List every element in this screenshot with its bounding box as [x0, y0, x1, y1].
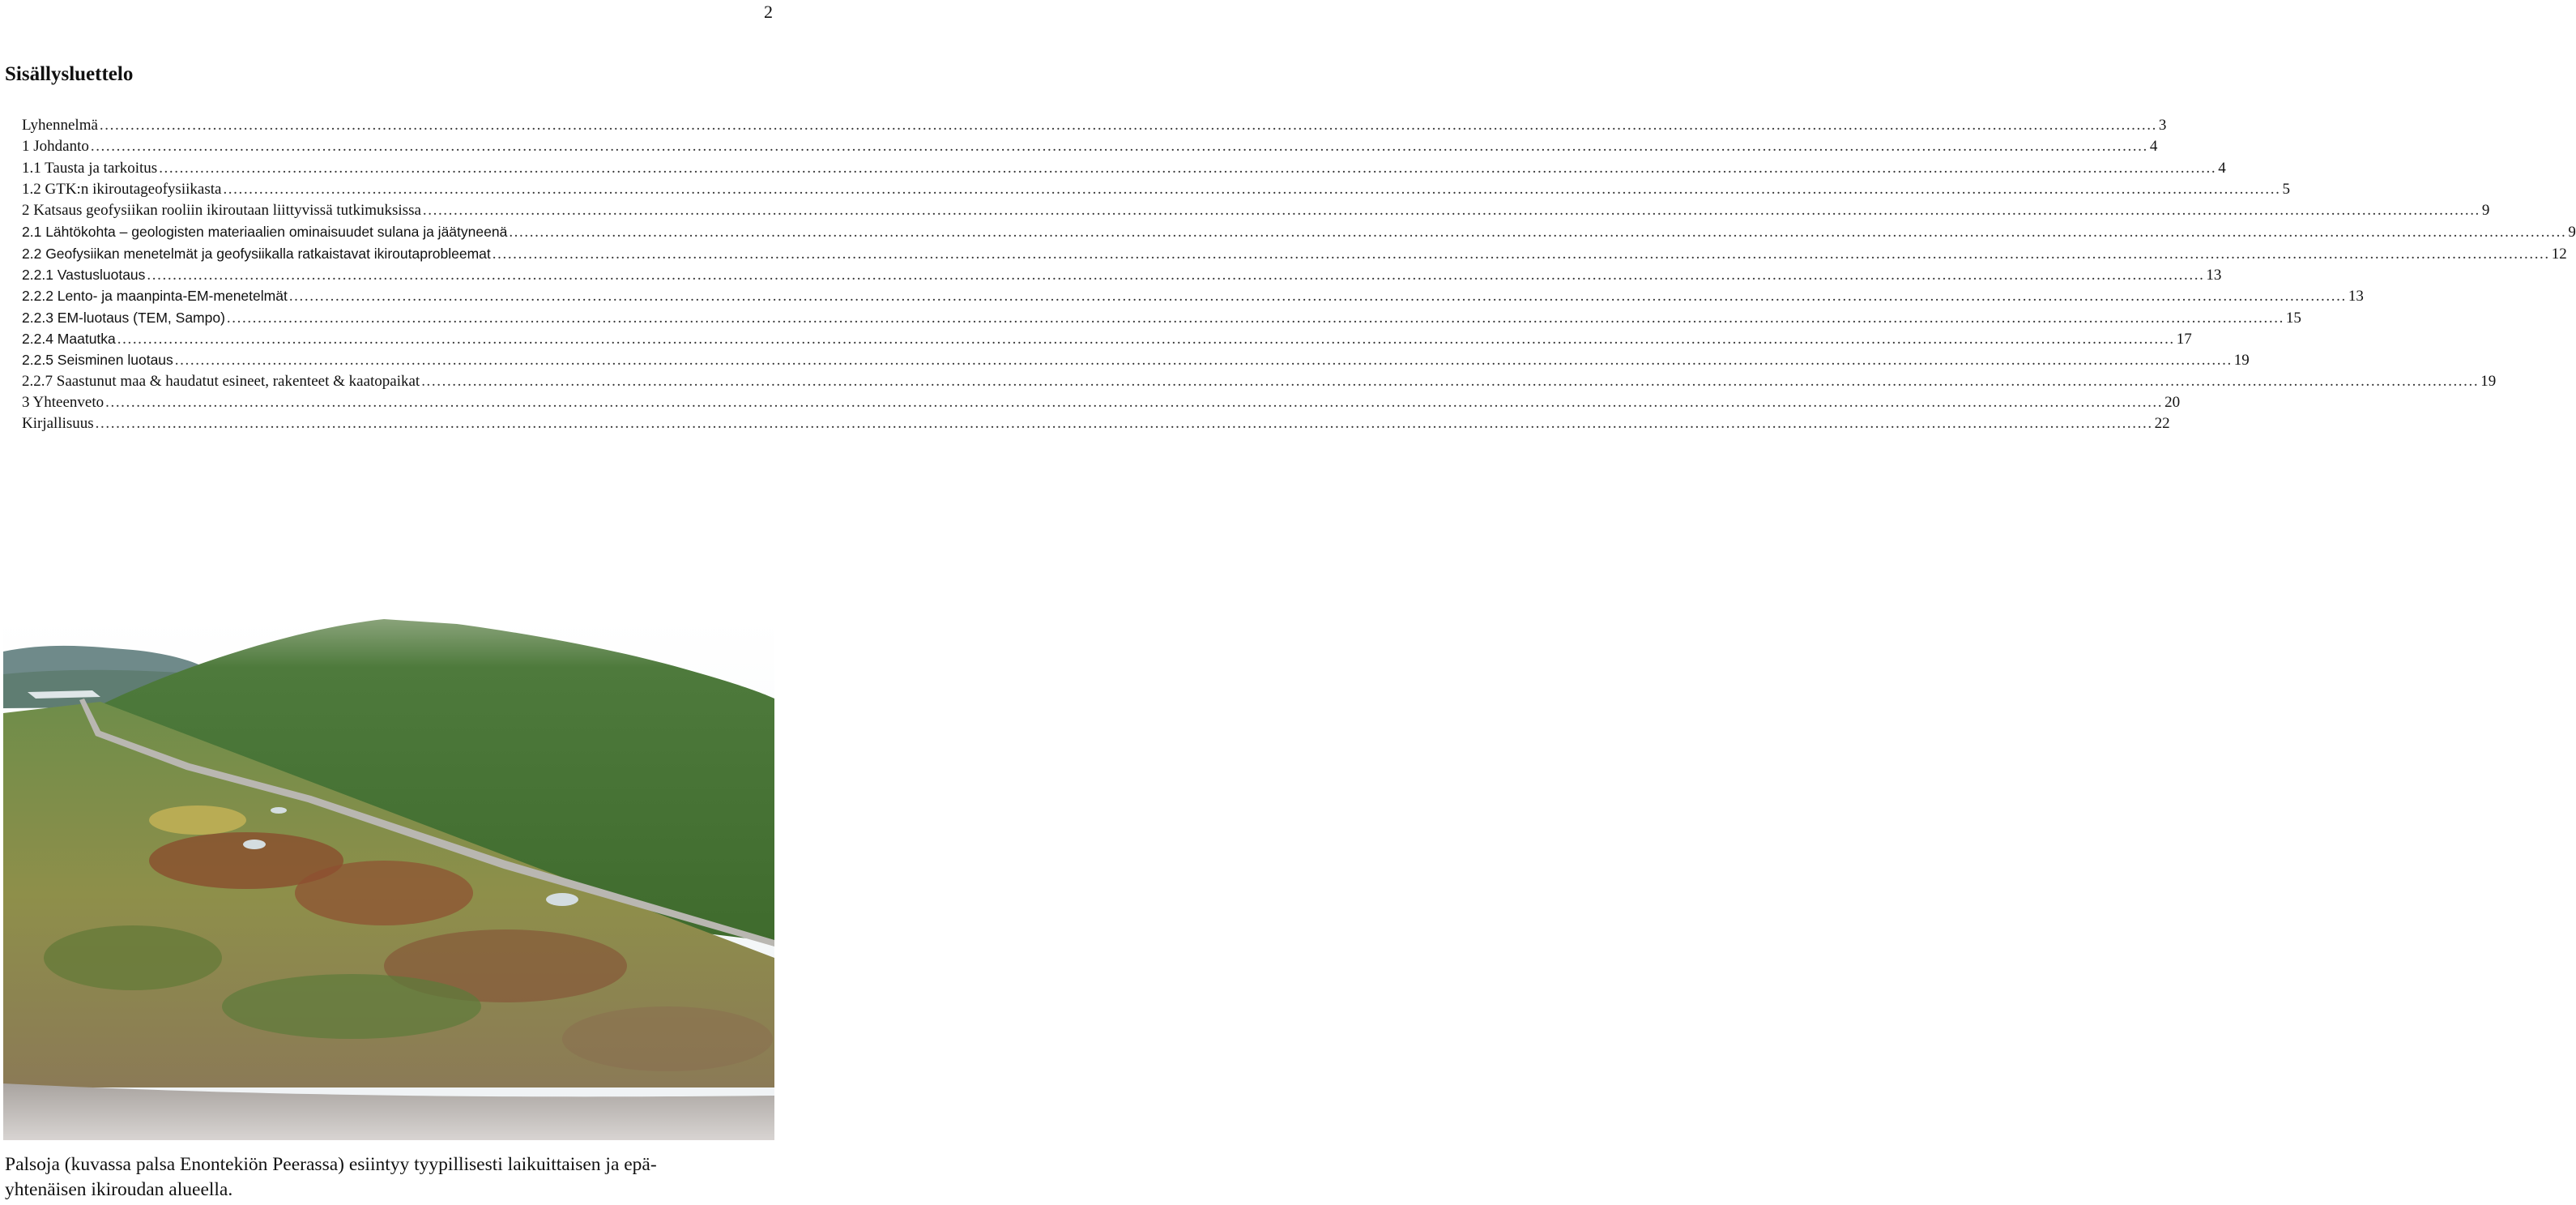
toc-leader-dots: ................................................................................................................................................................................................................................................................................................................................................................................................................: [492, 245, 2550, 263]
toc-entry[interactable]: [22, 349, 2250, 370]
toc-leader-dots: ................................................................................................................................................................................................................................................................................................................................................................................................................: [117, 330, 2175, 348]
toc-leader-dots: ................................................................................................................................................................................................................................................................................................................................................................................................................: [105, 393, 2164, 411]
toc-leader-dots: ................................................................................................................................................................................................................................................................................................................................................................................................................: [174, 352, 2233, 370]
toc-entry-page-number: 5: [2282, 180, 2290, 198]
toc-entry-title: 2.2.1 Vastusluotaus: [22, 267, 146, 284]
toc-entry-title: 1.2 GTK:n ikiroutageofysiikasta: [22, 180, 222, 198]
toc-entry-page-number: 4: [2149, 138, 2158, 156]
toc-entry[interactable]: [22, 179, 2290, 200]
palsa-landscape-photo: [3, 617, 774, 1140]
toc-leader-dots: ................................................................................................................................................................................................................................................................................................................................................................................................................: [509, 224, 2567, 241]
toc-entry[interactable]: [22, 307, 2301, 328]
toc-entry-title: Kirjallisuus: [22, 415, 94, 433]
toc-entry-page-number: 15: [2285, 309, 2301, 327]
toc-entry-page-number: 17: [2176, 330, 2192, 348]
toc-entry-title: 2.2.3 EM-luotaus (TEM, Sampo): [22, 309, 225, 326]
toc-entry[interactable]: [22, 200, 2490, 221]
toc-entry-page-number: 19: [2480, 372, 2497, 390]
toc-leader-dots: ................................................................................................................................................................................................................................................................................................................................................................................................................: [226, 309, 2284, 327]
toc-entry-page-number: 3: [2158, 117, 2167, 134]
toc-entry-page-number: 13: [2206, 267, 2222, 284]
toc-entry[interactable]: [22, 158, 2226, 179]
toc-entry[interactable]: [22, 285, 2364, 306]
toc-entry-title: 2.2 Geofysiikan menetelmät ja geofysiikalla ratkaistavat ikiroutaprobleemat: [22, 245, 491, 262]
toc-entry-page-number: 20: [2164, 393, 2181, 411]
toc-leader-dots: ................................................................................................................................................................................................................................................................................................................................................................................................................: [421, 372, 2480, 390]
toc-entry[interactable]: [22, 392, 2181, 413]
toc-leader-dots: ................................................................................................................................................................................................................................................................................................................................................................................................................: [95, 415, 2153, 433]
toc-entry[interactable]: [22, 264, 2222, 285]
toc-entry-title: Lyhennelmä: [22, 117, 98, 134]
toc-entry-page-number: 9: [2481, 202, 2490, 220]
toc-entry-page-number: 9: [2568, 224, 2576, 241]
toc-entry[interactable]: [22, 221, 2576, 242]
toc-entry[interactable]: [22, 413, 2170, 434]
toc-entry[interactable]: [22, 371, 2497, 392]
toc-leader-dots: ................................................................................................................................................................................................................................................................................................................................................................................................................: [159, 159, 2217, 177]
toc-entry[interactable]: [22, 115, 2167, 136]
toc-entry[interactable]: [22, 328, 2192, 349]
photo-caption: [5, 1152, 774, 1203]
toc-leader-dots: ................................................................................................................................................................................................................................................................................................................................................................................................................: [288, 288, 2347, 306]
toc-entry-page-number: 19: [2233, 352, 2250, 370]
toc-entry-page-number: 4: [2218, 159, 2226, 177]
toc-entry[interactable]: [22, 136, 2158, 157]
toc-entry-title: 1 Johdanto: [22, 138, 89, 156]
toc-entry-title: 2.2.7 Saastunut maa & haudatut esineet, rakenteet & kaatopaikat: [22, 372, 420, 390]
toc-leader-dots: ................................................................................................................................................................................................................................................................................................................................................................................................................: [99, 117, 2157, 134]
toc-entry-title: 2.2.4 Maatutka: [22, 330, 116, 347]
toc-entry-page-number: 13: [2348, 288, 2364, 306]
toc-entry-page-number: 22: [2154, 415, 2170, 433]
toc-entry-title: 1.1 Tausta ja tarkoitus: [22, 159, 158, 177]
toc-entry-title: 2.1 Lähtökohta – geologisten materiaalien ominaisuudet sulana ja jäätyneenä: [22, 224, 508, 241]
toc-entry-title: 2 Katsaus geofysiikan rooliin ikiroutaan liittyvissä tutkimuksissa: [22, 202, 421, 220]
toc-entry-page-number: 12: [2551, 245, 2567, 263]
toc-leader-dots: ................................................................................................................................................................................................................................................................................................................................................................................................................: [147, 267, 2205, 284]
caption-line-1: Palsoja (kuvassa palsa Enontekiön Peerassa) esiintyy tyypillisesti laikuittaisen ja epä-: [5, 1154, 657, 1175]
toc-entry-title: 2.2.2 Lento- ja maanpinta-EM-menetelmät: [22, 288, 288, 305]
toc-leader-dots: ................................................................................................................................................................................................................................................................................................................................................................................................................: [223, 180, 2281, 198]
toc-entry[interactable]: [22, 243, 2567, 264]
page-title: Sisällysluettelo: [5, 63, 134, 85]
page-number: 2: [764, 2, 773, 22]
toc-entry-title: 3 Yhteenveto: [22, 393, 104, 411]
caption-line-2: yhtenäisen ikiroudan alueella.: [5, 1179, 233, 1200]
toc-leader-dots: ................................................................................................................................................................................................................................................................................................................................................................................................................: [422, 202, 2480, 220]
toc-leader-dots: ................................................................................................................................................................................................................................................................................................................................................................................................................: [90, 138, 2148, 156]
table-of-contents: [22, 115, 2576, 434]
toc-entry-title: 2.2.5 Seisminen luotaus: [22, 352, 173, 369]
